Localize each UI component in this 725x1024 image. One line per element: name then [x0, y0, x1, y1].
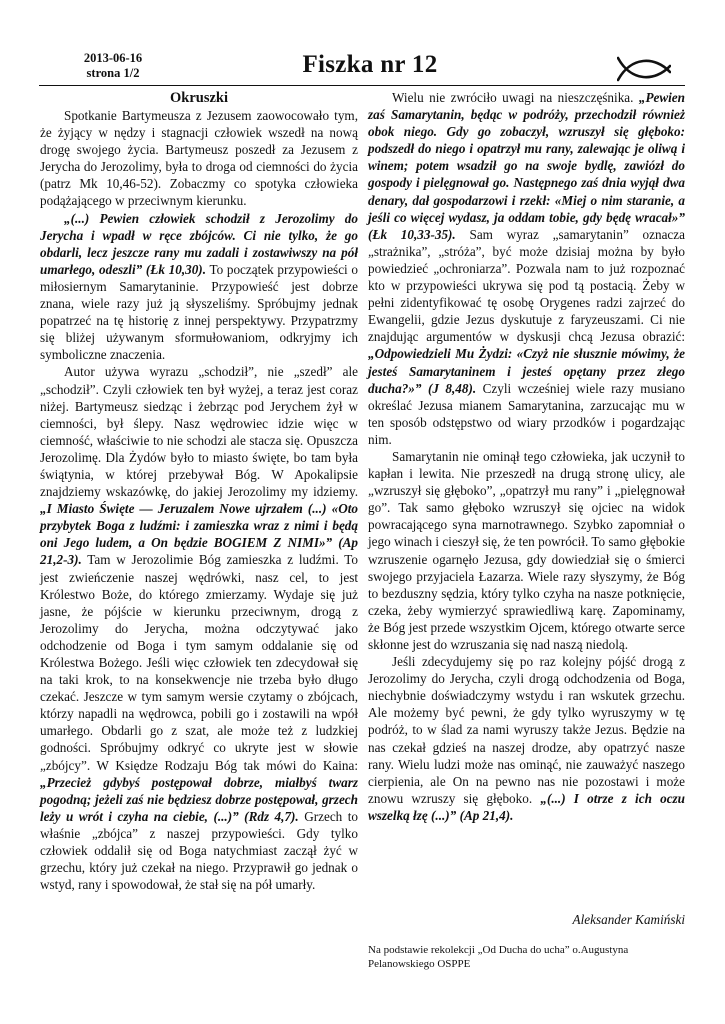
- quote-apocalypse-21-2: „I Miasto Święte — Jeruzalem Nowe ujrzałem (...) «Oto przybytek Boga z ludźmi: i zamieszka wraz z nimi i będą oni Jego ludem, a On będzie BOGIEM Z NIMI»” (Ap 21,2-3).: [40, 501, 358, 568]
- paragraph-text: Sam wyraz „samarytanin” oznacza „strażnika”, „stróża”, być może dzisiaj można by było powiedzieć „ochroniarza”. Pozwala nam to już rozpoznać kto w przypowieści ukrywa się pod tą postacią. Żeby w pełni zidentyfikować tę osobę Orygenes radzi zajrzeć do Ewangelii, gdzie Jezus dyskutuje z faryzeuszami. Ci nie znajdując argumentów w dyskusji chcą Jezusa obrazić:: [368, 226, 685, 345]
- paragraph-parable-start: [40, 210, 358, 364]
- source-footnote: Na podstawie rekolekcji „Od Ducha do ucha” o.Augustyna Pelanowskiego OSPPE: [368, 944, 629, 970]
- paragraph-text: To początek przypowieści o miłosiernym Samarytaninie. Przypowieść jest dobrze znana, wiele razy już ją słyszeliśmy. Spróbujmy jednak popatrzeć na tę historię z innej perspektywy. Przypatrzmy się bliżej używanym sformułowaniom, odkryjmy ich symboliczne znaczenia.: [40, 261, 358, 363]
- paragraph-intro: Spotkanie Bartymeusza z Jezusem zaowocowało tym, że żyjący w nędzy i stagnacji człowiek wszedł na nową drogę swojego życia. Bartymeusz poszedł za Jezusem z Jerycha do Jerozolimy, była to droga od ciemności do życia (patrz Mk 10,46-52). Zobaczmy co spotyka człowieka podążającego w przeciwnym kierunku.: [40, 108, 358, 209]
- section-title: Okruszki: [169, 90, 228, 106]
- paragraph-conclusion: [368, 653, 685, 824]
- paragraph-schodzil: [40, 363, 358, 893]
- quote-luke-10-30: „(...) Pewien człowiek schodził z Jerozolimy do Jerycha i wpadł w ręce zbójców. Ci nie tylko, że go obdarli, lecz jeszcze rany mu zadali i zostawiwszy na pół umarłego, odeszli” (Łk 10,30).: [40, 210, 358, 277]
- author-signature: Aleksander Kamiński: [572, 912, 685, 927]
- page-title: Fiszka nr 12: [302, 51, 438, 78]
- paragraph-compassion: Samarytanin nie ominął tego człowieka, jak uczynił to kapłan i lewita. Nie przeszedł na drugą stronę ulicy, ale „wzruszył się głęboko”, „opatrzył mu rany” i „pielęgnował go”. Tak samo głęboko wzruszył się ojciec na widok powracającego syna marnotrawnego. Szybko zapomniał o jego winach i cieszył się, że ten powrócił. To samo głębokie wzruszenie ogarnęło Jezusa, gdy dowiedział się o śmierci swojego przyjaciela Łazarza. Wiele razy słyszymy, że Bóg to bezduszny sędzia, który tylko czyha na nasze potknięcie, czeka, żeby wymierzyć sprawiedliwą karę. Zapominamy, że Bóg jest przede wszystkim Ojcem, którego otwarte serce skłonne jest do wzruszania się nad naszą niedolą.: [368, 448, 685, 652]
- page-number: strona 1/2: [86, 66, 140, 80]
- quote-apocalypse-21-4: „(...) I otrze z ich oczu wszelką łzę (...)” (Ap 21,4).: [368, 790, 686, 823]
- quote-luke-10-33: „Pewien zaś Samarytanin, będąc w podróży, przechodził również obok niego. Gdy go zobaczył, wzruszył się głęboko: podszedł do niego i opatrzył mu rany, zalewając je oliwą i winem; potem wsadził go na swoje bydlę, zawiózł do gospody i pielęgnował go. Następnego zaś dnia wyjął dwa denary, dał gospodarzowi i rzekł: «Miej o nim staranie, a jeśli co więcej wydasz, ja oddam tobie, gdy będę wracał»” (Łk 10,33-35).: [368, 90, 685, 242]
- paragraph-text: Jeśli zdecydujemy się po raz kolejny pójść drogą z Jerozolimy do Jerycha, czyli drogą odchodzenia od Boga, niechybnie doświadczymy wstydu i ran wskutek grzechu. Ale możemy być pewni, że gdy tylko wyruszymy w tę podróż, to w ślad za nami wyruszy także Jezus. Będzie na nas czekał gdzieś na naszej drodze, aby opatrzyć nasze rany. Wielu ludzi może nas ominąć, nie zauważyć naszego cierpienia, ale On na pewno nas nie pozostawi i może znowu wzruszy się głęboko.: [368, 654, 685, 806]
- paragraph-samaritan: [368, 89, 685, 448]
- issue-date: 2013-06-16: [83, 51, 143, 65]
- paragraph-text: Autor używa wyrazu „schodził”, nie „szedł” ale „schodził”. Czyli człowiek ten był wyżej, a teraz jest coraz niżej. Bartymeusz siedząc i żebrząc pod Jerychem żył w ciemności, był ślepy. Nasz wędrowiec idzie więc w ciemność, właściwie to nie schodzi ale stacza się. Opuszcza Jerozolimę. Dla Żydów było to miasto święte, bo tam była świątynia, w której przebywał Bóg. W Apokalipsie znajdziemy wskazówkę, do jakiej Jerozolimy my idziemy.: [40, 364, 358, 500]
- paragraph-text: Grzech to właśnie „zbójca” z naszej przypowieści. Gdy tylko człowiek oddalił się od Boga natychmiast zaczął żyć w grzechu, który już czekał na niego. Przyprawił go jednak o wstyd, rany i spowodował, że stał się na pół umarły.: [40, 808, 358, 893]
- paragraph-text: Tam w Jerozolimie Bóg zamieszka z ludźmi. To jest zwieńczenie naszej wędrówki, nasz cel, to jest Królestwo Boże, do którego zmierzamy. Wydaje się już jasne, że pójście w kierunku przeciwnym, drogą z Jerozolimy do Jerycha, można odczytywać jako odchodzenie od Boga i tym samym oddalanie się od Królestwa Bożego. Jeśli więc człowiek ten zdecydował się na taki krok, to na konsekwencje nie trzeba było długo czekać. Jeszcze w tym samym wersie czytamy o zbójcach, którzy napadli na wędrowca, pobili go i zostawili na wpół umarłego. Obdarli go z szat, ale może też z ludzkiej godności. Spróbujmy odkryć co ukryte jest w słowie „zbójcy”. W Księdze Rodzaju Bóg tak mówi do Kaina:: [40, 552, 358, 773]
- ichthys-fish-icon: [617, 54, 671, 84]
- quote-genesis-4-7: „Przecież gdybyś postępował dobrze, miałbyś twarz pogodną; jeżeli zaś nie będziesz dobrze postępował, grzech leży u wrót i czyha na ciebie, (...)” (Rdz 4,7).: [40, 774, 358, 824]
- left-column: [40, 89, 358, 893]
- header-divider: [39, 85, 685, 86]
- paragraph-text: Czyli wcześniej wiele razy musiano określać Jezusa mianem Samarytanina, zarzucając mu w ten sposób odstępstwo od wiary przodków i pogardzając nim.: [368, 380, 685, 447]
- quote-john-8-48: „Odpowiedzieli Mu Żydzi: «Czyż nie słusznie mówimy, że jesteś Samarytaninem i jesteś opętany przez złego ducha?»” (J 8,48).: [368, 346, 685, 396]
- right-column: [368, 89, 685, 824]
- header-date-block: [70, 51, 156, 81]
- paragraph-text: Wielu nie zwróciło uwagi na nieszczęśnika.: [392, 90, 639, 105]
